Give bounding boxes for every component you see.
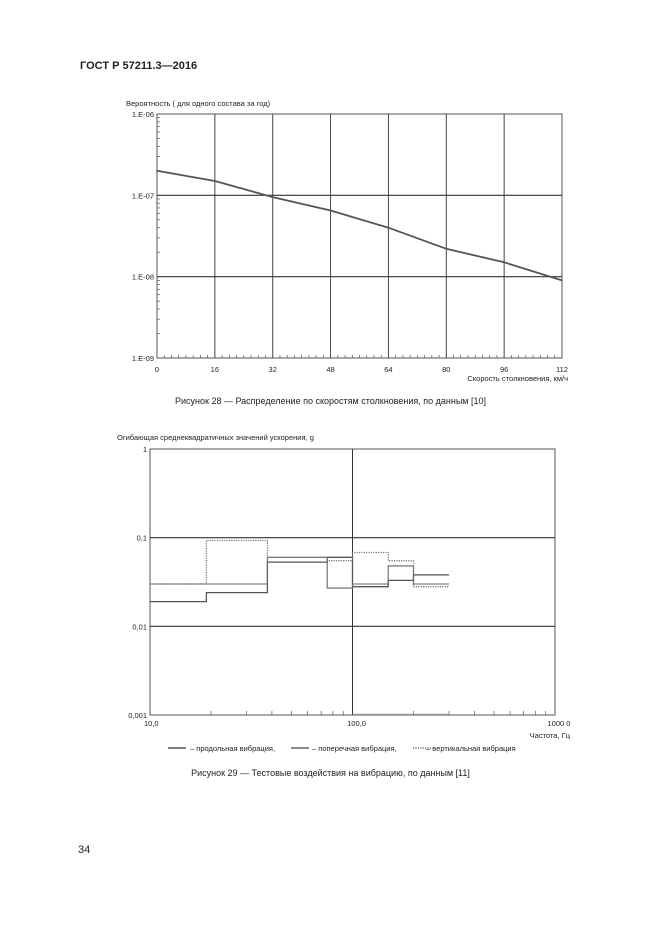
y-tick-label: 1.E-09 — [131, 354, 154, 363]
x-axis-label: Частота, Гц — [529, 731, 570, 740]
legend-label-2: – поперечная вибрация, — [312, 744, 397, 753]
document-header: ГОСТ Р 57211.3—2016 — [80, 60, 198, 72]
data-point — [214, 180, 216, 182]
y-axis-label: Вероятность ( для одного состава за год) — [126, 99, 271, 108]
x-tick-label: 10,0 — [144, 719, 159, 728]
legend-label-3: – вертикальная вибрация — [426, 744, 516, 753]
data-point — [561, 280, 563, 282]
x-tick-label: 0 — [154, 365, 160, 374]
figure-28-caption: Рисунок 28 — Распределение по скоростям столкновения, по данным [10] — [175, 396, 486, 406]
y-axis-label: Огибающая среднеквадратичных значений ускорения, g — [117, 433, 314, 442]
y-tick-label: 0,01 — [132, 622, 147, 632]
x-tick-label: 112 — [556, 365, 568, 374]
y-tick-label: 1 — [142, 445, 147, 454]
x-tick-label: 96 — [499, 365, 509, 374]
y-tick-label: 1.E-07 — [131, 191, 154, 201]
data-point — [156, 170, 158, 172]
y-tick-label: 0,001 — [128, 711, 147, 720]
figure-29-caption: Рисунок 29 — Тестовые воздействия на вибрацию, по данным [11] — [191, 768, 470, 778]
plot-frame — [157, 114, 562, 358]
data-point — [330, 210, 332, 212]
x-axis-label: Скорость столкновения, км/ч — [467, 374, 568, 383]
data-point — [445, 248, 447, 250]
x-tick-label: 48 — [326, 365, 335, 374]
y-tick-label: 1.E-06 — [131, 110, 154, 119]
legend-label-1: – продольная вибрация, — [190, 744, 276, 753]
x-tick-label: 16 — [210, 365, 220, 374]
x-tick-label: 1000 0 — [547, 719, 571, 728]
data-point — [503, 262, 505, 264]
data-point — [388, 227, 390, 229]
x-tick-label: 100,0 — [347, 719, 366, 728]
y-tick-label: 0,1 — [136, 533, 147, 543]
vibration-chart — [0, 420, 661, 780]
data-point — [272, 196, 274, 198]
collision-speed-chart — [0, 0, 661, 420]
series-line-1 — [150, 557, 449, 601]
y-tick-label: 1.E-08 — [131, 272, 154, 282]
figure-29 — [0, 420, 661, 785]
x-tick-label: 64 — [384, 365, 393, 374]
figure-28 — [0, 0, 661, 425]
x-tick-label: 32 — [268, 365, 277, 374]
series-line — [157, 171, 562, 281]
page-number: 34 — [78, 844, 91, 856]
x-tick-label: 80 — [442, 365, 451, 374]
